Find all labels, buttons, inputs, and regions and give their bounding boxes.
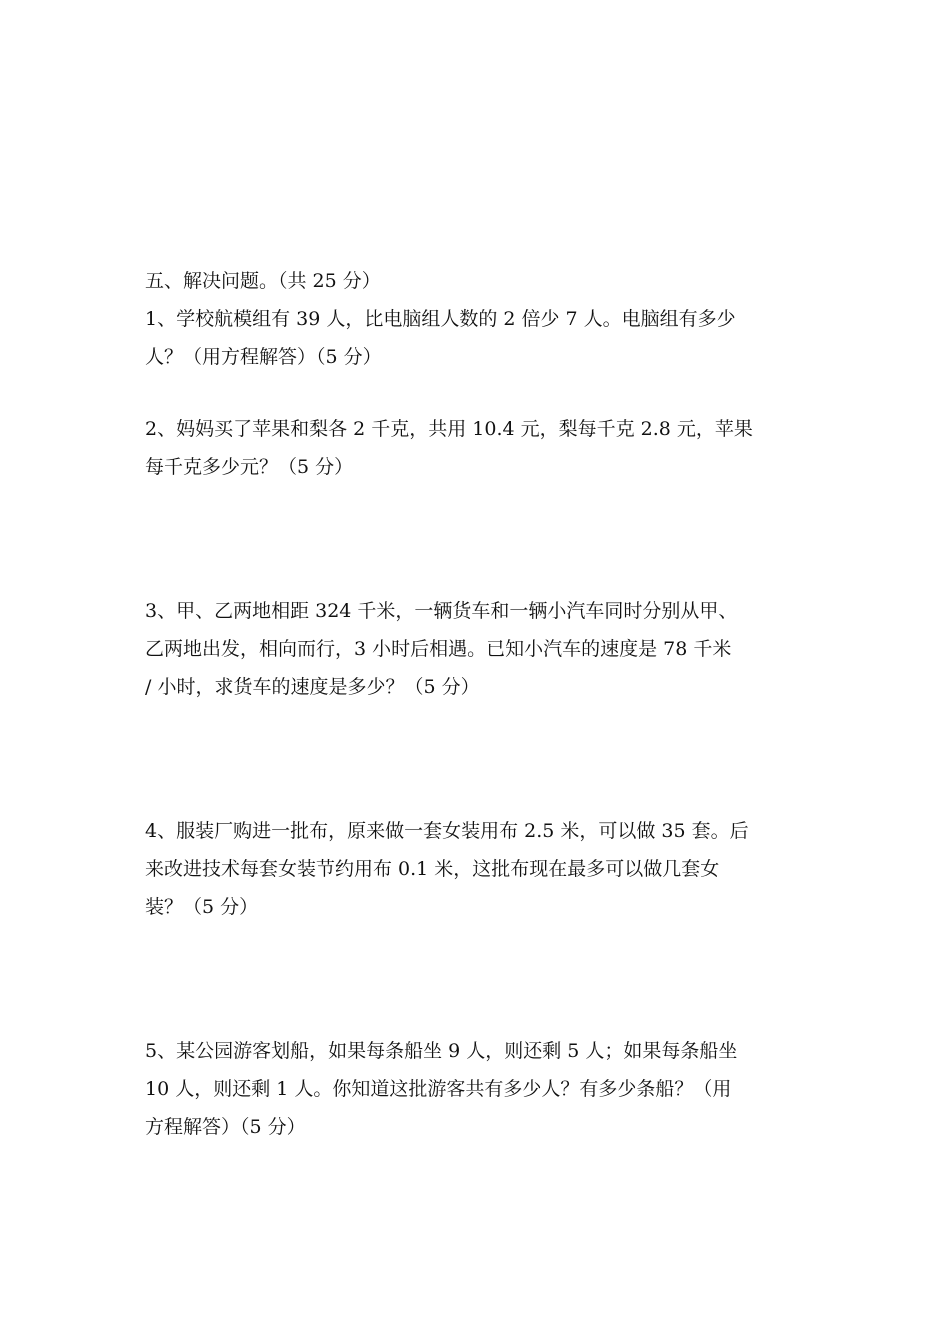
question-text-line: 装？（5 分） — [145, 896, 259, 918]
question-3 — [145, 592, 815, 706]
question-text-line: 人？（用方程解答）（5 分） — [145, 346, 382, 368]
question-text-line: 来改进技术每套女装节约用布 0.1 米，这批布现在最多可以做几套女 — [145, 858, 720, 880]
question-2 — [145, 410, 815, 486]
question-text-line: 3、甲、乙两地相距 324 千米，一辆货车和一辆小汽车同时分别从甲、 — [145, 600, 738, 622]
question-5 — [145, 1032, 815, 1146]
question-1 — [145, 300, 815, 376]
question-text-line: 4、服装厂购进一批布，原来做一套女装用布 2.5 米，可以做 35 套。后 — [145, 820, 749, 842]
question-text-line: 乙两地出发，相向而行，3 小时后相遇。已知小汽车的速度是 78 千米 — [145, 638, 732, 660]
question-text-line: / 小时，求货车的速度是多少？（5 分） — [145, 676, 480, 698]
question-text-line: 每千克多少元？（5 分） — [145, 456, 354, 478]
question-text-line: 1、学校航模组有 39 人，比电脑组人数的 2 倍少 7 人。电脑组有多少 — [145, 308, 736, 330]
problem-section — [145, 262, 815, 1146]
question-text-line: 5、某公园游客划船，如果每条船坐 9 人，则还剩 5 人；如果每条船坐 — [145, 1040, 738, 1062]
question-text-line: 2、妈妈买了苹果和梨各 2 千克，共用 10.4 元，梨每千克 2.8 元，苹果 — [145, 418, 753, 440]
section-title: 五、解决问题。（共 25 分） — [145, 270, 381, 292]
question-text-line: 10 人，则还剩 1 人。你知道这批游客共有多少人？有多少条船？（用 — [145, 1078, 732, 1100]
question-text-line: 方程解答）（5 分） — [145, 1116, 306, 1138]
question-4 — [145, 812, 815, 926]
